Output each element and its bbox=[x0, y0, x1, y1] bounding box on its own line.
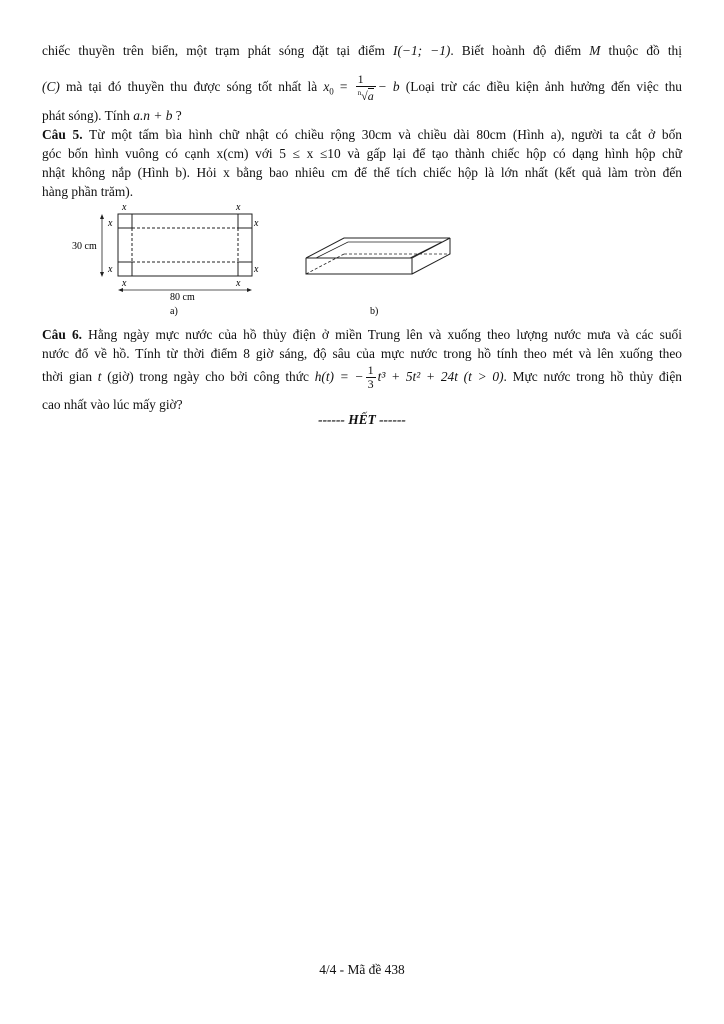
q6-line-3 bbox=[42, 360, 682, 394]
figure-b-caption: b) bbox=[370, 306, 379, 317]
arrow-head bbox=[100, 214, 104, 219]
h-lhs: h(t) = − bbox=[314, 369, 364, 384]
q6-text: nước đổ về hồ. Tính từ thời điểm 8 giờ sáng, độ sâu của mực nước trong hồ tính theo mét và lên xuống theo bbox=[42, 346, 682, 361]
x-label: x bbox=[108, 218, 113, 229]
q6-text: . Mực nước trong hồ thủy điện bbox=[503, 369, 682, 384]
q4-line-1 bbox=[42, 42, 682, 60]
q4-text: phát sóng). Tính bbox=[42, 108, 130, 123]
end-marker: ------ HẾT ------ bbox=[318, 412, 406, 427]
box-rim-outer bbox=[306, 238, 450, 258]
denominator: 3 bbox=[367, 377, 374, 392]
x-label: x bbox=[122, 278, 127, 289]
q4-text: chiếc thuyền trên biển, một trạm phát sóng đặt tại điểm bbox=[42, 43, 385, 58]
root-index: n bbox=[357, 88, 362, 97]
graph-C: (C) bbox=[42, 79, 60, 94]
hidden-edge bbox=[306, 254, 344, 274]
arrow-head bbox=[100, 272, 104, 277]
corner-square bbox=[238, 262, 252, 276]
x-label: x bbox=[254, 264, 259, 275]
q5-text: Từ một tấm bìa hình chữ nhật có chiều rộng 30cm và chiều dài 80cm (Hình a), người ta cắt ở bốn bbox=[89, 127, 682, 142]
x-label: x bbox=[236, 202, 241, 213]
q5-line-2 bbox=[42, 145, 682, 163]
page-footer: 4/4 - Mã đề 438 bbox=[319, 962, 405, 977]
subscript: 0 bbox=[329, 86, 334, 97]
h-rhs: t³ + 5t² + 24t (t > 0) bbox=[377, 369, 504, 384]
q4-line-2 bbox=[42, 70, 682, 104]
length-label: 80 cm bbox=[170, 292, 195, 303]
q5-text: hàng phần trăm). bbox=[42, 184, 134, 199]
var-t: t bbox=[97, 369, 102, 384]
q4-text: ? bbox=[175, 108, 182, 123]
q5-text: góc bốn hình vuông có cạnh x(cm) với 5 ≤ x ≤10 và gấp lại để tạo thành chiếc hộp có dạng hình hộp chữ bbox=[42, 146, 682, 161]
width-label: 30 cm bbox=[72, 241, 97, 252]
question-6-label: Câu 6. bbox=[42, 327, 83, 342]
x-label: x bbox=[254, 218, 259, 229]
fraction bbox=[366, 364, 376, 391]
q4-text: (Loại trừ các điều kiện ảnh hưởng đến việc thu bbox=[405, 79, 682, 94]
point-I: I(−1; −1) bbox=[392, 43, 451, 58]
expression: a.n + b bbox=[133, 108, 173, 123]
numerator: 1 bbox=[356, 73, 376, 87]
question-5-label: Câu 5. bbox=[42, 127, 83, 142]
point-M: M bbox=[589, 43, 601, 58]
numerator: 1 bbox=[367, 363, 374, 378]
q4-text: mà tại đó thuyền thu được sóng tốt nhất là bbox=[66, 79, 318, 94]
q6-text: (giờ) trong ngày cho bởi công thức bbox=[107, 369, 309, 384]
q6-text: cao nhất vào lúc mấy giờ? bbox=[42, 397, 183, 412]
formula-h bbox=[314, 363, 504, 392]
cardboard-rect bbox=[118, 214, 252, 276]
q6-text: Hằng ngày mực nước của hồ thủy điện ở miền Trung lên và xuống theo lượng nước mưa và các suối bbox=[88, 327, 682, 342]
corner-square bbox=[238, 214, 252, 228]
corner-square bbox=[118, 262, 132, 276]
radicand: a bbox=[367, 88, 374, 103]
figure-a-caption: a) bbox=[170, 306, 178, 317]
q4-text: . Biết hoành độ điểm bbox=[450, 43, 582, 58]
equals: = bbox=[339, 79, 348, 94]
q6-line-1 bbox=[42, 326, 682, 344]
var-x: x bbox=[323, 79, 330, 94]
minus-b: − b bbox=[377, 79, 400, 94]
denominator: $^n$√a bbox=[357, 88, 374, 103]
figure-a-net bbox=[70, 198, 270, 318]
q6-text: thời gian bbox=[42, 369, 93, 384]
figure-b-box bbox=[300, 228, 460, 318]
x-label: x bbox=[122, 202, 127, 213]
q5-line-1 bbox=[42, 126, 682, 144]
x-label: x bbox=[108, 264, 113, 275]
corner-square bbox=[118, 214, 132, 228]
x-label: x bbox=[236, 278, 241, 289]
q5-line-3 bbox=[42, 164, 682, 182]
q4-line-3 bbox=[42, 107, 682, 125]
fraction bbox=[356, 73, 376, 103]
q4-text: thuộc đồ thị bbox=[608, 43, 682, 58]
arrow-head bbox=[247, 288, 252, 292]
formula-x0 bbox=[323, 71, 405, 103]
box-side-face bbox=[412, 238, 450, 274]
q5-text: nhật không nắp (Hình b). Hỏi x bằng bao nhiêu cm để thể tích chiếc hộp là lớn nhất (kết quả làm tròn đến bbox=[42, 165, 682, 180]
box-rim-inner bbox=[316, 242, 442, 258]
